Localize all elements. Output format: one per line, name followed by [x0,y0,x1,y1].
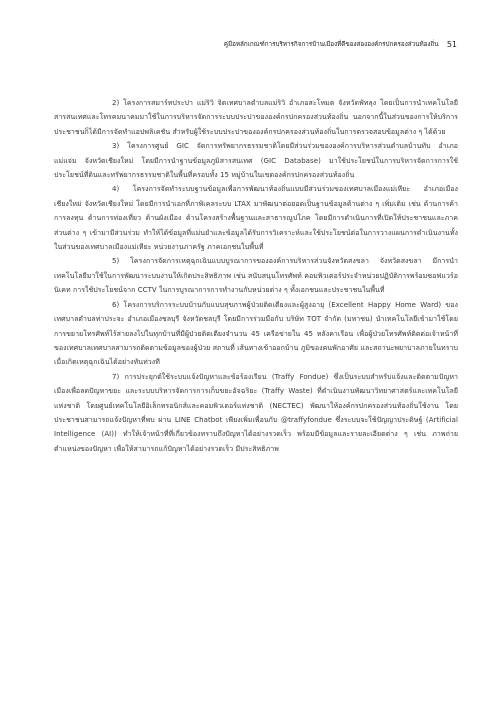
paragraph: 5) โครงการจัดการเหตุฉุกเฉินแบบบูรณาการขององค์การบริหารส่วนจังหวัดสงขลา จังหวัดสงขลา มีการนำเทคโนโลยีมาใช้ในการพัฒนาระบบงานให้เกิดประสิทธิภาพ เช่น สนับสนุนโทรศัพท์ คอมพิวเตอร์ประจำหน่วยปฏิบัติการพร้อมซอฟแวร์อนิเคท การใช้ประโยชน์จาก CCTV ในการบูรณาการการทำงานกับหน่วยต่าง ๆ ทั้งเอกชนและประชาชนในพื้นที่ [54,257,458,295]
paragraph: 2) โครงการสมาร์ทประปา แม่ริวิ จิตเทศบาลตำบลแม่ริวิ อำเภอสะโหมด จังหวัดพัทลุง โดยเป็นการนำเทคโนโลยีสารสนเทศและโทรคมนาคมมาใช้ในการบริหารจัดการระบบประปาขององค์กรปกครองส่วนท้องถิ่น นอกจากนี้ในส่วนของการให้บริการประชาชนก็ได้มีการจัดทำแอปพลิเคชัน สำหรับผู้ใช้ระบบประปาขององค์กรปกครองส่วนท้องถิ่นในการตรวจสอบข้อมูลต่าง ๆ ได้ด้วย [54,99,458,136]
header-title: คู่มือหลักเกณฑ์การบริหารกิจการบ้านเมืองที่ดีของสององค์กรปกครองส่วนท้องถิ่น [223,41,439,48]
running-header [40,38,457,52]
page-number: 51 [446,40,457,49]
paragraph: 3) โครงการศูนย์ GIC จัดการทรัพยากรธรรมชาติโดยมีส่วนร่วมขององค์การบริหารส่วนตำบลบ้านทับ อำเภอแม่แจ่ม จังหวัดเชียงใหม่ โดยมีการนำฐานข้อมูลภูมิสารสนเทศ (GIC Database) มาใช้ประโยชน์ในการบริหารจัดการการใช้ประโยชน์ที่ดินและทรัพยากรธรรมชาติในพื้นที่ครอบทั้ง 15 หมู่บ้านในเขตองค์กรปกครองส่วนท้องถิ่น [54,142,458,180]
paragraph: 7) การประยุกต์ใช้ระบบแจ้งปัญหาและข้อร้องเรียน (Traffy Fondue) ซึ่งเป็นระบบสำหรับแจ้งและติดตามปัญหาเมืองเพื่อลดปัญหาขยะ และระบบบริหารจัดการการเก็บขยะอัจฉริยะ (Traffy Waste) ที่ดำเนินงานพัฒนาวิทยาศาสตร์และเทคโนโลยีแห่งชาติ โดยศูนย์เทคโนโลยีอิเล็กทรอนิกส์และคอมพิวเตอร์แห่งชาติ (NECTEC) พัฒนาให้องค์กรปกครองส่วนท้องถิ่นใช้งาน โดยประชาชนสามารถแจ้งปัญหาที่พบ ผ่าน LINE Chatbot เพียงเพิ่มเพื่อนกับ @traffyfondue ซึ่งระบบจะใช้ปัญญาประดิษฐ์ (Artificial Intelligence (AI)) ทำให้เจ้าหน้าที่ที่เกี่ยวข้องทราบถึงปัญหาได้อย่างรวดเร็ว พร้อมมีข้อมูลและรายละเอียดต่าง ๆ เช่น ภาพถ่าย ตำแหน่งของปัญหา เพื่อให้สามารถแก้ปัญหาได้อย่างรวดเร็ว มีประสิทธิภาพ [54,372,458,453]
paragraph: 6) โครงการบริการระบบบ้านกับแบบสุขภาพผู้ป่วยติดเตียงและผู้สูงอายุ (Excellent Happy Home Ward) ของเทศบาลตำบลท่าประจะ อำเภอเมืองชลบุรี จังหวัดชลบุรี โดยมีการร่วมมือกับ บริษัท TOT จำกัด (มหาชน) นำเทคโนโลยีเข้ามาใช้โดยการขยายโทรศัพท์ไร้สายลงไปในทุกบ้านที่มีผู้ป่วยติดเตียงจำนวน 45 เครือข่ายใน 45 หลังคาเรือน เพื่อผู้ป่วยโทรศัพท์ติดต่อเจ้าหน้าที่ของเทศบาลเทศบาลสามารถติดตามข้อมูลของผู้ป่วย สถานที่ เส้นทางเข้าออกบ้าน ภูมิของคนพักอาศัย และสถานะพยาบาลภายในทราบเมื่อเกิดเหตุฉุกเฉินได้อย่างทันท่วงที [54,300,458,367]
body-text [54,96,458,456]
paragraph: 4) โครงการจัดทำระบบฐานข้อมูลเพื่อการพัฒนาท้องถิ่นแบบมีส่วนร่วมของเทศบาลเมืองแม่เหียะ อำเภอเมืองเชียงใหม่ จังหวัดเชียงใหม่ โดยมีการนำเอกที่ภาพิเคลระบบ LTAX มาพัฒนาต่อยอดเป็นฐานข้อมูลด้านต่าง ๆ เพิ่มเติม เช่น ด้านการค้าการลงทุน ด้านการท่องเที่ยว ด้านผังเมือง ด้านโครงสร้างพื้นฐานและสาธารณูปโภค โดยมีการดำเนินการที่เปิดให้ประชาชนและภาคส่วนต่าง ๆ เข้ามามีส่วนร่วม ทำให้ได้ข้อมูลที่แม่นยำและข้อมูลได้รับการวิเคราะห์และใช้ประโยชน์ต่อในการวางแผนการดำเนินงานทั้งในส่วนของเทศบาลเมืองแม่เหียะ หน่วยงานภาครัฐ ภาคเอกชนในพื้นที่ [54,185,458,252]
